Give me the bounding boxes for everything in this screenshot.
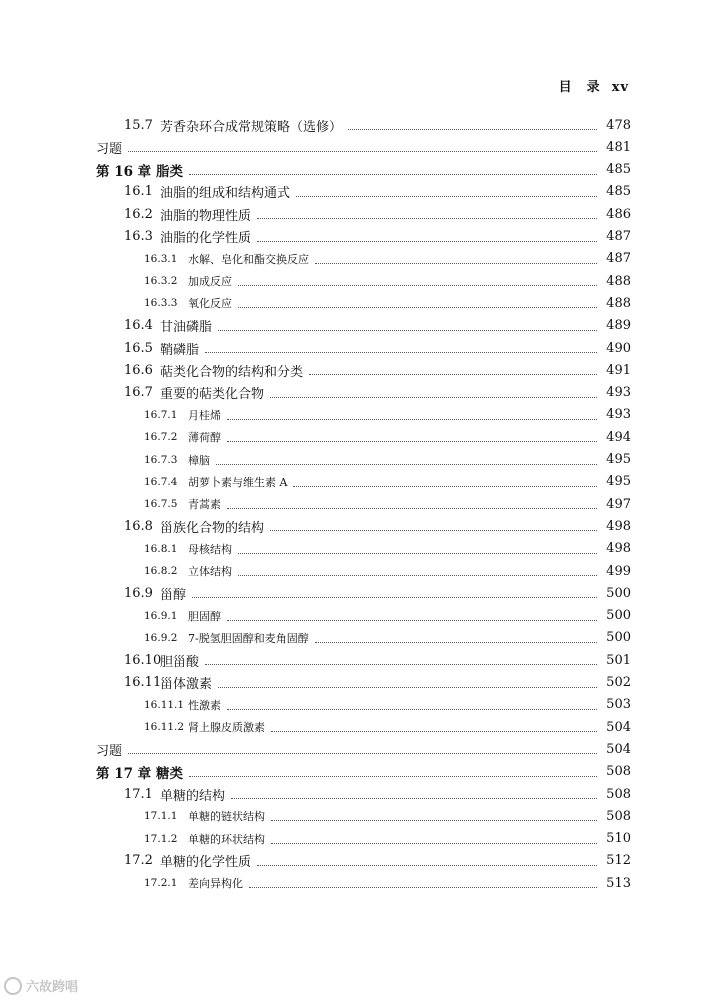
toc-entry-number: 第 17 章	[96, 765, 152, 782]
toc-entry-number: 16.7.5	[144, 498, 178, 511]
toc-entry-page: 499	[606, 563, 631, 579]
toc-entry-page: 508	[606, 808, 631, 824]
toc-entry	[0, 248, 725, 270]
toc-entry	[0, 226, 725, 248]
dot-leader	[216, 463, 597, 465]
toc-entry	[0, 805, 725, 827]
toc-entry-title: 脂类	[156, 163, 183, 180]
dot-leader	[227, 507, 597, 509]
toc-entry	[0, 872, 725, 894]
toc-entry-number: 16.7.2	[144, 431, 178, 444]
toc-entry	[0, 136, 725, 158]
dot-leader	[218, 686, 597, 688]
toc-entry-title: 胆甾酸	[160, 654, 200, 670]
toc-entry	[0, 471, 725, 493]
toc-entry	[0, 828, 725, 850]
running-head	[559, 76, 629, 95]
toc-entry-number: 16.3.3	[144, 297, 178, 310]
toc-entry-title: 甾族化合物的结构	[160, 520, 265, 536]
toc-entry	[0, 426, 725, 448]
toc-entry-number: 16.8.1	[144, 542, 178, 555]
toc-entry-page: 495	[606, 474, 631, 490]
toc-entry	[0, 181, 725, 203]
toc-entry-number: 17.1.1	[144, 810, 178, 823]
toc-entry-page: 495	[606, 452, 631, 467]
toc-entry-title: 青蒿素	[188, 498, 221, 512]
toc-entry-page: 485	[606, 162, 631, 178]
dot-leader	[227, 619, 597, 621]
toc-entry-title: 单糖的环状结构	[188, 832, 265, 846]
toc-entry-number: 16.9	[124, 585, 153, 601]
toc-entry-title: 立体结构	[188, 565, 232, 578]
toc-entry-title: 7-脱氢胆固醇和麦角固醇	[188, 631, 309, 645]
toc-entry	[0, 582, 725, 604]
toc-entry-title: 胆固醇	[188, 609, 221, 623]
toc-entry-page: 491	[606, 362, 631, 378]
dot-leader	[189, 775, 597, 777]
toc-entry-title: 氧化反应	[188, 297, 232, 311]
toc-entry-page: 502	[606, 675, 631, 690]
toc-entry-number: 17.2.1	[144, 877, 178, 890]
toc-entry-title: 差向异构化	[188, 877, 243, 891]
toc-entry-page: 488	[606, 273, 631, 289]
toc-entry-page: 500	[606, 585, 631, 601]
toc-entry-number: 16.9.1	[144, 609, 178, 622]
toc-entry-number: 16.11	[124, 675, 162, 690]
running-head-right: 录	[586, 80, 601, 95]
dot-leader	[238, 284, 597, 286]
toc-entry-page: 487	[606, 251, 631, 267]
toc-entry	[0, 716, 725, 738]
toc-entry	[0, 203, 725, 225]
toc-entry-number: 16.7.1	[144, 408, 178, 421]
toc-entry-page: 500	[606, 630, 631, 646]
toc-entry	[0, 560, 725, 582]
toc-entry	[0, 672, 725, 694]
dot-leader	[227, 440, 597, 442]
toc-entry-title: 糖类	[156, 765, 183, 782]
toc-entry-page: 481	[606, 139, 631, 155]
toc-entry-page: 497	[606, 496, 631, 512]
dot-leader	[296, 195, 597, 197]
toc-entry-title: 萜类化合物的结构和分类	[160, 364, 304, 380]
dot-leader	[192, 596, 597, 598]
dot-leader	[227, 418, 597, 420]
dot-leader	[348, 128, 597, 130]
dot-leader	[315, 262, 597, 264]
toc-entry-page: 508	[606, 786, 631, 802]
toc-entry-number: 第 16 章	[96, 163, 152, 180]
toc-entry-number: 习题	[96, 141, 123, 157]
dot-leader	[271, 730, 597, 732]
toc-entry-page: 488	[606, 295, 631, 311]
toc-entry-number: 17.1	[124, 786, 153, 802]
toc-entry-title: 胡萝卜素与维生素 A	[188, 475, 288, 489]
dot-leader	[271, 842, 597, 844]
toc-entry	[0, 114, 725, 136]
toc-entry-number: 16.10	[124, 652, 162, 668]
toc-entry-number: 16.4	[124, 318, 153, 334]
toc-entry-number: 16.11.2	[144, 721, 185, 734]
toc-entry-number: 16.1	[124, 184, 153, 200]
toc-entry	[0, 159, 725, 181]
toc-entry-page: 490	[606, 340, 631, 356]
toc-entry-number: 17.2	[124, 853, 153, 869]
toc-entry-title: 鞘磷脂	[160, 342, 200, 358]
watermark-logo-icon	[4, 977, 22, 995]
toc-entry-number: 16.3.2	[144, 275, 178, 288]
toc-entry-page: 503	[606, 697, 631, 713]
dot-leader	[257, 217, 597, 219]
toc-entry-number: 16.7	[124, 385, 153, 401]
toc-entry-title: 水解、皂化和酯交换反应	[188, 252, 309, 266]
toc-entry	[0, 315, 725, 337]
toc-entry-number: 16.11.1	[144, 698, 185, 711]
dot-leader	[249, 886, 597, 888]
dot-leader	[293, 485, 597, 487]
toc-entry-page: 493	[606, 407, 631, 423]
toc-entry-title: 樟脑	[188, 453, 210, 467]
toc-entry-page: 512	[606, 853, 631, 869]
dot-leader	[238, 306, 597, 308]
toc-entry	[0, 515, 725, 537]
dot-leader	[205, 663, 597, 665]
dot-leader	[257, 864, 597, 866]
toc-entry-page: 498	[606, 518, 631, 534]
toc-entry-number: 16.8	[124, 518, 153, 534]
toc-entry	[0, 761, 725, 783]
dot-leader	[128, 752, 597, 754]
toc-entry-number: 16.9.2	[144, 631, 178, 644]
toc-entry	[0, 649, 725, 671]
toc-entry-title: 油脂的组成和结构通式	[160, 186, 291, 202]
toc-entry-number: 16.3.1	[144, 252, 178, 265]
toc-entry-page: 487	[606, 229, 631, 244]
watermark	[4, 976, 78, 995]
dot-leader	[227, 708, 597, 710]
toc-entry	[0, 850, 725, 872]
toc-entry-number: 17.1.2	[144, 832, 178, 845]
dot-leader	[205, 351, 597, 353]
dot-leader	[270, 396, 597, 398]
toc-entry-number: 习题	[96, 743, 123, 759]
toc-entry-title: 甾醇	[160, 587, 187, 603]
toc-entry-title: 芳香杂环合成常规策略（选修）	[160, 119, 343, 135]
toc-entry	[0, 783, 725, 805]
running-head-left: 目	[558, 80, 573, 95]
toc-entry-page: 504	[606, 741, 631, 757]
toc-entry	[0, 359, 725, 381]
toc-entry-title: 薄荷醇	[188, 431, 221, 445]
dot-leader	[238, 574, 597, 576]
toc-entry-title: 性激素	[188, 698, 221, 712]
toc-entry-title: 单糖的化学性质	[160, 855, 252, 871]
toc-entry-page: 489	[606, 318, 631, 334]
toc-entry	[0, 382, 725, 404]
toc-entry-page: 485	[606, 184, 631, 200]
toc-entry-page: 486	[606, 206, 631, 222]
toc-entry-title: 肾上腺皮质激素	[188, 721, 265, 735]
toc-entry-number: 16.7.3	[144, 453, 178, 466]
toc-entry-page: 494	[606, 429, 631, 445]
toc-entry-title: 甘油磷脂	[160, 320, 213, 336]
toc-entry-page: 513	[606, 875, 631, 891]
toc-entry-number: 15.7	[124, 117, 153, 133]
toc-entry	[0, 449, 725, 471]
toc-entry-title: 重要的萜类化合物	[160, 387, 265, 403]
toc-entry-number: 16.3	[124, 229, 153, 244]
toc-entry-title: 母核结构	[188, 542, 232, 556]
toc-entry	[0, 270, 725, 292]
toc-entry-page: 498	[606, 541, 631, 557]
toc-entry-number: 16.2	[124, 206, 153, 222]
toc-entry	[0, 538, 725, 560]
toc-entry-title: 油脂的化学性质	[160, 231, 252, 246]
toc-entry-title: 甾体激素	[160, 677, 213, 692]
dot-leader	[270, 529, 597, 531]
toc-entry	[0, 404, 725, 426]
dot-leader	[238, 552, 597, 554]
toc-entry-title: 加成反应	[188, 275, 232, 289]
toc-entry-page: 493	[606, 385, 631, 401]
toc-entry-number: 16.7.4	[144, 475, 178, 488]
toc-entry-page: 504	[606, 719, 631, 735]
toc-entry	[0, 627, 725, 649]
dot-leader	[218, 329, 597, 331]
toc-entry	[0, 292, 725, 314]
toc-entry-page: 500	[606, 608, 631, 624]
toc-entry	[0, 694, 725, 716]
dot-leader	[231, 797, 597, 799]
toc-entry-title: 月桂烯	[188, 408, 221, 422]
page-number: xv	[611, 80, 629, 95]
toc-entry-page: 508	[606, 764, 631, 780]
toc-entry-number: 16.6	[124, 362, 153, 378]
dot-leader	[315, 641, 597, 643]
toc-entry-title: 单糖的链状结构	[188, 810, 265, 824]
dot-leader	[128, 150, 597, 152]
toc-entry-number: 16.5	[124, 340, 153, 356]
dot-leader	[309, 373, 597, 375]
dot-leader	[271, 819, 597, 821]
toc-entry	[0, 738, 725, 760]
watermark-text: 六故跨唱	[26, 980, 79, 995]
dot-leader	[189, 173, 597, 175]
toc-entry-number: 16.8.2	[144, 565, 178, 577]
toc-entry-title: 单糖的结构	[160, 788, 226, 804]
toc-entry	[0, 493, 725, 515]
toc-entry-title: 油脂的物理性质	[160, 208, 252, 224]
toc-entry	[0, 605, 725, 627]
toc-entry	[0, 337, 725, 359]
toc-entry-page: 478	[606, 117, 631, 133]
dot-leader	[257, 240, 597, 242]
toc-entry-page: 501	[606, 652, 631, 668]
toc-entry-page: 510	[606, 831, 631, 847]
